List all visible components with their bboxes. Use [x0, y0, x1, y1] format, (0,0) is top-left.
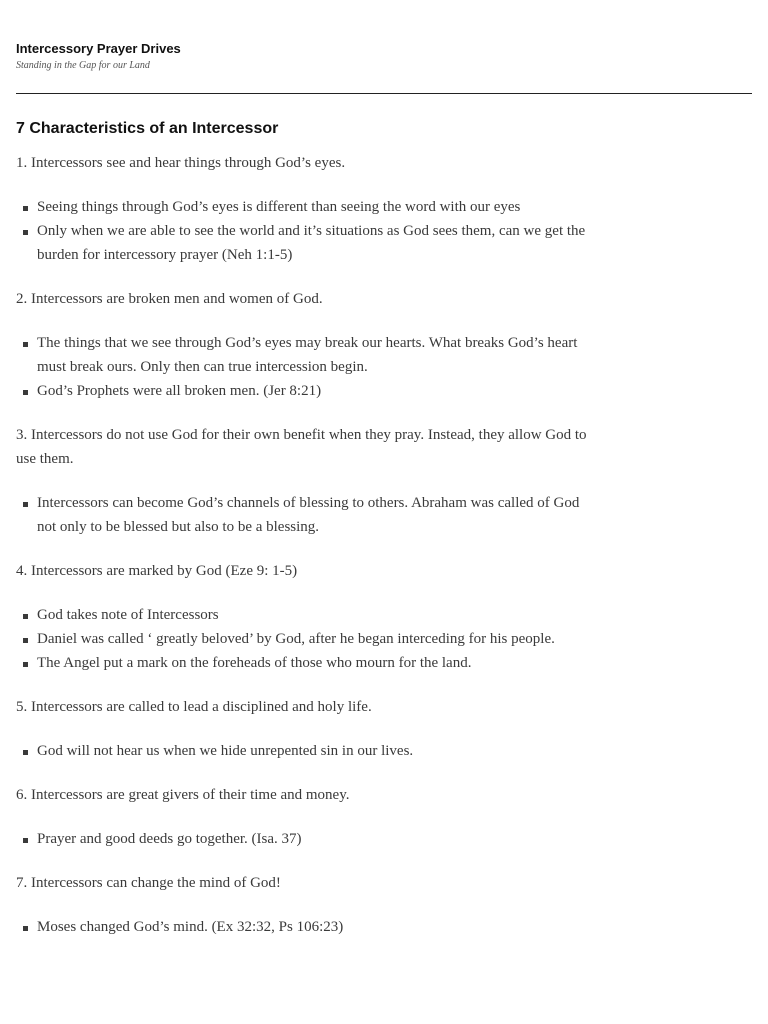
point-5: 5. Intercessors are called to lead a disciplined and holy life. — [16, 699, 372, 715]
point-4-bullets — [16, 603, 596, 675]
point-2: 2. Intercessors are broken men and women of God. — [16, 291, 323, 307]
point-6-bullets — [16, 827, 596, 851]
site-header — [16, 41, 752, 72]
list-item: Seeing things through God’s eyes is different than seeing the word with our eyes — [16, 195, 596, 219]
point-3-bullets — [16, 491, 596, 539]
article — [16, 117, 596, 959]
header-divider — [16, 93, 752, 94]
list-item: Daniel was called ‘ greatly beloved’ by God, after he began interceding for his people. — [16, 627, 596, 651]
point-3: 3. Intercessors do not use God for their own benefit when they pray. Instead, they allow God to use them. — [16, 427, 587, 467]
list-item: Moses changed God’s mind. (Ex 32:32, Ps 106:23) — [16, 915, 596, 939]
article-title: 7 Characteristics of an Intercessor — [16, 120, 279, 137]
list-item: Prayer and good deeds go together. (Isa. 37) — [16, 827, 596, 851]
list-item: God takes note of Intercessors — [16, 603, 596, 627]
point-2-bullets — [16, 331, 596, 403]
list-item: Only when we are able to see the world and it’s situations as God sees them, can we get the burden for intercessory prayer (Neh 1:1-5) — [16, 219, 596, 267]
list-item: Intercessors can become God’s channels of blessing to others. Abraham was called of God not only to be blessed but also to be a blessing. — [16, 491, 596, 539]
site-title-link[interactable]: Intercessory Prayer Drives — [16, 41, 181, 56]
list-item: God will not hear us when we hide unrepented sin in our lives. — [16, 739, 596, 763]
site-tagline: Standing in the Gap for our Land — [16, 60, 150, 71]
list-item: The Angel put a mark on the foreheads of those who mourn for the land. — [16, 651, 596, 675]
point-4: 4. Intercessors are marked by God (Eze 9: 1-5) — [16, 563, 298, 579]
point-1-bullets — [16, 195, 596, 267]
point-6: 6. Intercessors are great givers of their time and money. — [16, 787, 350, 803]
list-item: The things that we see through God’s eyes may break our hearts. What breaks God’s heart must break ours. Only then can true intercession begin. — [16, 331, 596, 379]
point-5-bullets — [16, 739, 596, 763]
point-1: 1. Intercessors see and hear things through God’s eyes. — [16, 155, 346, 171]
list-item: God’s Prophets were all broken men. (Jer 8:21) — [16, 379, 596, 403]
point-7-bullets — [16, 915, 596, 939]
point-7: 7. Intercessors can change the mind of God! — [16, 875, 281, 891]
